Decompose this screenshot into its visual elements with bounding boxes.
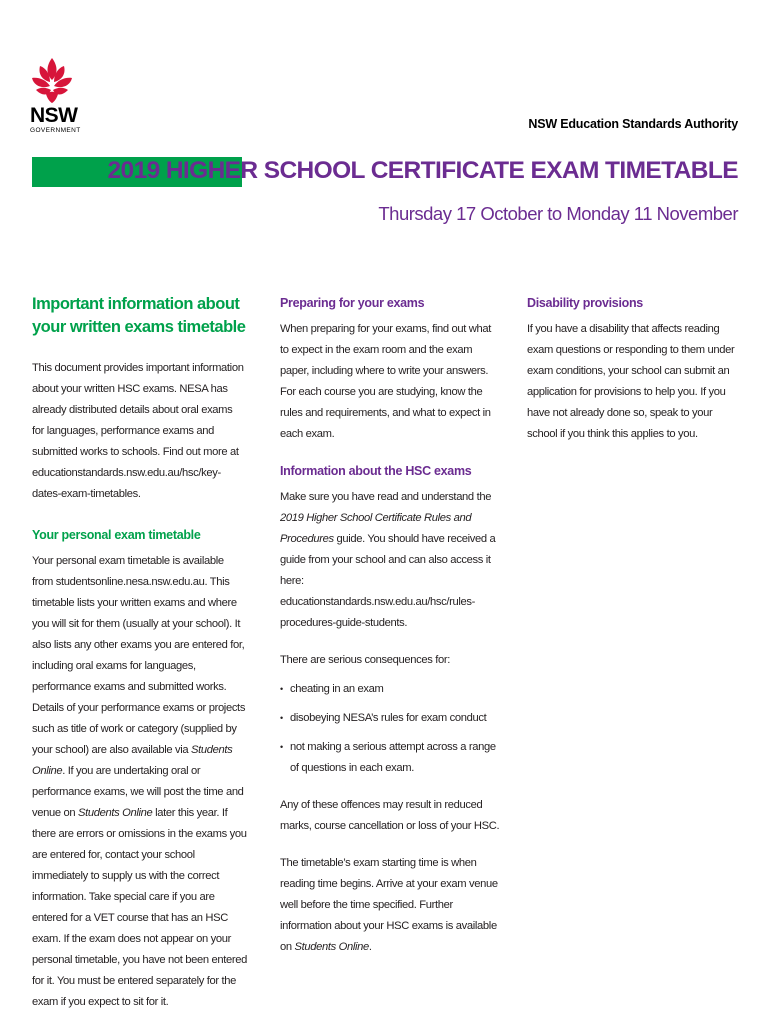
start-time-paragraph: [280, 853, 500, 958]
page-subtitle: Thursday 17 October to Monday 11 November: [378, 203, 738, 224]
students-online-link-text: Students Online: [32, 744, 233, 777]
list-item: • not making a serious attempt across a range of questions in each exam.: [280, 737, 500, 779]
waratah-icon: [30, 56, 74, 104]
text-run: later this year. If there are errors or omissions in the exams you are entered for, contact your school immediately to supply us with the correct information. Take special care if you are entered for a VET course that has an HSC exam. If the exam does not appear on your personal timetable, you have not been entered for it. You must be entered separately for the exam if you expect to sit for it.: [32, 807, 247, 1008]
text-run: . If you are undertaking oral or performance exams, we will post the time and venue on: [32, 765, 244, 819]
text-run: Your personal exam timetable is available from studentsonline.nesa.nsw.edu.au. This timetable lists your written exams and where you will sit for them (usually at your school). It also lists any other exams you are entered for, including oral exams for languages, performance exams and submitted works. Details of your performance exams or projects such as title of work or category (supplied by your school) are also available via: [32, 555, 246, 756]
text-run: guide. You should have received a guide from your school and can also access it here: educationstandards.nsw.edu.au/hsc/rules-procedures-guide-students.: [280, 533, 496, 629]
hsc-info-paragraph: [280, 487, 500, 634]
personal-timetable-paragraph: [32, 551, 247, 1013]
rules-guide-title: 2019 Higher School Certificate Rules and Procedures: [280, 512, 472, 545]
preparing-heading: Preparing for your exams: [280, 296, 425, 310]
column-right: [527, 293, 742, 445]
offences-paragraph: Any of these offences may result in reduced marks, course cancellation or loss of your HSC.: [280, 799, 500, 832]
students-online-link-text: Students Online: [78, 807, 153, 819]
personal-timetable-heading: Your personal exam timetable: [32, 528, 201, 542]
column-middle: [280, 293, 500, 958]
page-title: 2019 HIGHER SCHOOL CERTIFICATE EXAM TIMETABLE: [107, 157, 738, 184]
logo-government-label: GOVERNMENT: [30, 127, 81, 134]
important-info-heading: Important information about your written exams timetable: [32, 295, 246, 336]
intro-paragraph: This document provides important information about your written HSC exams. NESA has already distributed details about oral exams for languages, performance exams and submitted works to schools. Find out more at educationstandards.nsw.edu.au/hsc/key-dates-exam-timetables.: [32, 362, 244, 500]
list-item: • disobeying NESA’s rules for exam conduct: [280, 708, 500, 729]
list-item: • cheating in an exam: [280, 679, 500, 700]
text-run: Make sure you have read and understand the: [280, 491, 492, 503]
hsc-info-heading: Information about the HSC exams: [280, 464, 472, 478]
students-online-link-text: Students Online: [294, 941, 369, 953]
nsw-government-logo: [30, 56, 80, 140]
logo-wordmark: NSW: [30, 104, 78, 127]
authority-name: NSW Education Standards Authority: [528, 117, 738, 131]
disability-heading: Disability provisions: [527, 296, 643, 310]
disability-paragraph: If you have a disability that affects reading exam questions or responding to them under exam conditions, your school can submit an application for provisions to help you. If you have not already done so, speak to your school if you think this applies to you.: [527, 323, 735, 440]
preparing-paragraph: When preparing for your exams, find out what to expect in the exam room and the exam paper, including where to write your answers. For each course you are studying, know the rules and requirements, and what to expect in each exam.: [280, 323, 491, 440]
column-left: [32, 293, 247, 1013]
consequences-intro: There are serious consequences for:: [280, 654, 450, 666]
text-run: .: [368, 941, 372, 953]
text-run: The timetable’s exam starting time is when reading time begins. Arrive at your exam venue well before the time specified. Further information about your HSC exams is available on: [280, 857, 498, 953]
